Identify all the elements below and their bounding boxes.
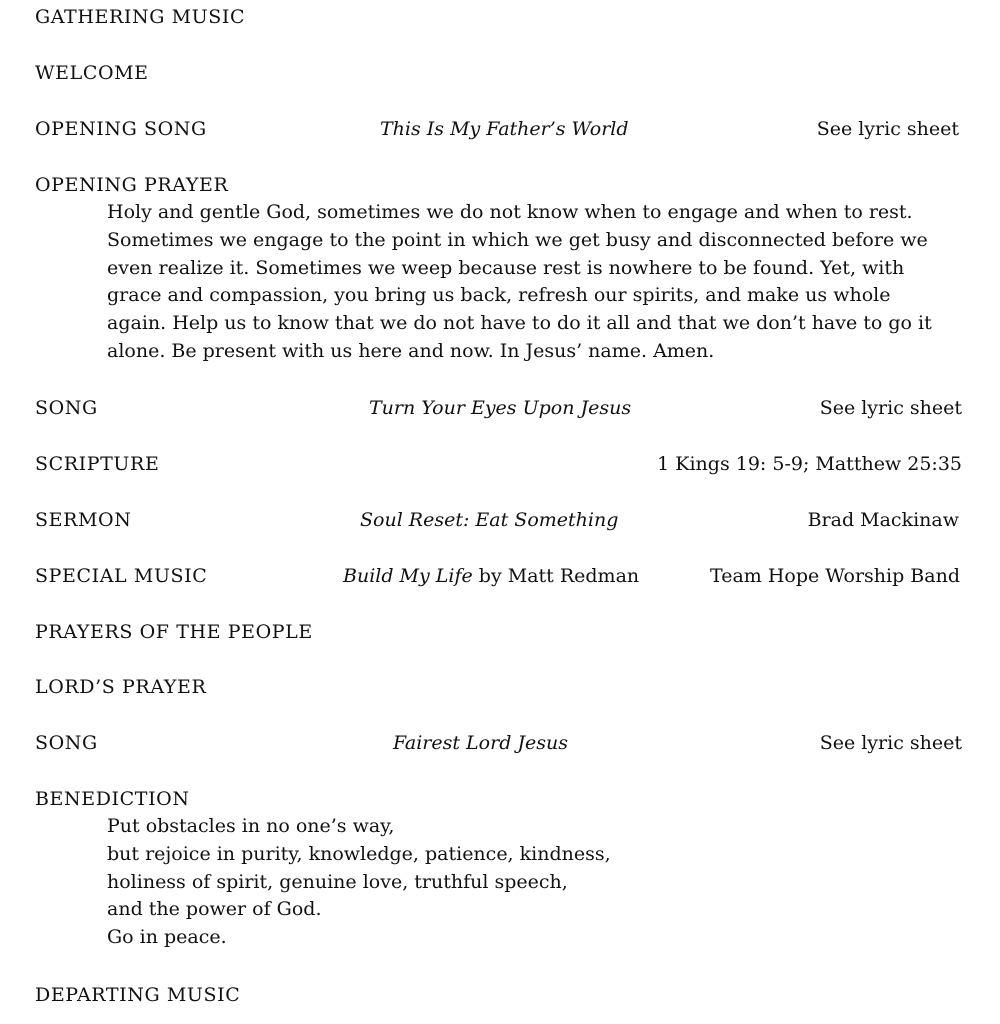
song-title-2: Fairest Lord Jesus	[393, 732, 568, 754]
special-music-composer: by Matt Redman	[472, 565, 640, 587]
special-music-title	[343, 565, 639, 587]
scripture-reference: 1 Kings 19: 5-9; Matthew 25:35	[657, 453, 962, 475]
prayer-line: again. Help us to know that we do not have to do it all and that we don’t have to go it	[107, 312, 932, 335]
song-note-2: See lyric sheet	[819, 732, 962, 754]
benediction-line: Put obstacles in no one’s way,	[107, 815, 395, 837]
song-note: See lyric sheet	[819, 397, 962, 419]
benediction-heading: BENEDICTION	[35, 788, 190, 810]
lords-prayer-heading: LORD’S PRAYER	[35, 676, 207, 698]
gathering-music-heading: GATHERING MUSIC	[35, 6, 246, 28]
prayers-of-the-people-heading: PRAYERS OF THE PEOPLE	[35, 621, 313, 643]
benediction-line: and the power of God.	[107, 898, 322, 921]
opening-song-title: This Is My Father’s World	[380, 118, 629, 140]
sermon-heading: SERMON	[35, 509, 132, 531]
scripture-heading: SCRIPTURE	[35, 453, 160, 475]
benediction-line: holiness of spirit, genuine love, truthful speech,	[107, 870, 568, 893]
opening-prayer-text	[107, 199, 967, 366]
prayer-line: even realize it. Sometimes we weep because rest is nowhere to be found. Yet, with	[107, 256, 905, 279]
departing-music-heading: DEPARTING MUSIC	[35, 984, 241, 1006]
opening-song-note: See lyric sheet	[816, 118, 959, 140]
song-heading-2: SONG	[35, 732, 98, 754]
benediction-text	[107, 813, 967, 952]
welcome-heading: WELCOME	[35, 62, 149, 84]
sermon-title: Soul Reset: Eat Something	[360, 509, 619, 531]
special-music-song: Build My Life	[343, 565, 473, 587]
benediction-line: Go in peace.	[107, 926, 227, 949]
special-music-heading: SPECIAL MUSIC	[35, 565, 208, 587]
prayer-line: Sometimes we engage to the point in which we get busy and disconnected before we	[107, 228, 928, 251]
special-music-performer: Team Hope Worship Band	[710, 565, 960, 587]
song-heading: SONG	[35, 397, 98, 419]
prayer-line: grace and compassion, you bring us back, refresh our spirits, and make us whole	[107, 284, 891, 307]
prayer-line: alone. Be present with us here and now. In Jesus’ name. Amen.	[107, 339, 715, 362]
opening-song-heading: OPENING SONG	[35, 118, 207, 140]
sermon-speaker: Brad Mackinaw	[807, 509, 959, 531]
song-title: Turn Your Eyes Upon Jesus	[369, 397, 632, 419]
benediction-line: but rejoice in purity, knowledge, patience, kindness,	[107, 842, 611, 865]
opening-prayer-heading: OPENING PRAYER	[35, 174, 229, 196]
prayer-line: Holy and gentle God, sometimes we do not know when to engage and when to rest.	[107, 201, 913, 223]
